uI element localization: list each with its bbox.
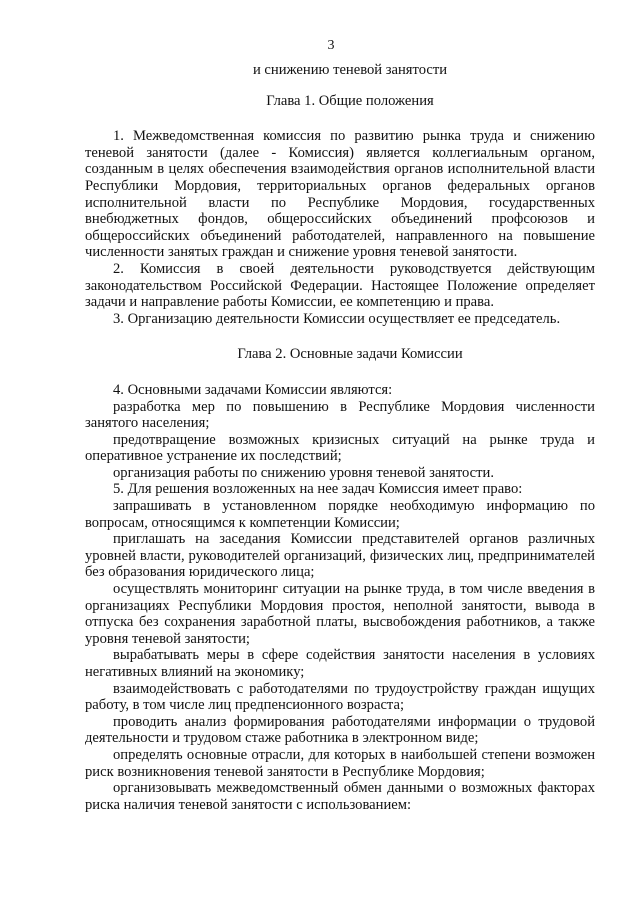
task-item-1: разработка мер по повышению в Республике Мордовия численности занятого населения; <box>85 398 595 432</box>
paragraph-3: 3. Организацию деятельности Комиссии осуществляет ее председатель. <box>113 310 561 327</box>
right-item-8: организовывать межведомственный обмен данными о возможных факторах риска наличия теневой занятости с использованием: <box>85 780 595 813</box>
document-body <box>85 62 595 813</box>
title-continuation: и снижению теневой занятости <box>252 62 448 78</box>
paragraph-2: 2. Комиссия в своей деятельности руководствуется действующим законодательством Российской Федерации. Настоящее Положение определяет задачи и направление работы Комиссии, ее компетенцию и права. <box>85 260 595 311</box>
page-number: 3 <box>327 38 335 53</box>
rights-intro: 5. Для решения возложенных на нее задач Комиссия имеет право: <box>113 481 523 498</box>
right-item-6: проводить анализ формирования работодателями информации о трудовой деятельности и трудовом стаже работника в электронном виде; <box>85 713 595 747</box>
chapter-1-heading: Глава 1. Общие положения <box>266 92 434 109</box>
task-item-2: предотвращение возможных кризисных ситуаций на рынке труда и оперативное устранение их последствий; <box>85 431 595 465</box>
right-item-7: определять основные отрасли, для которых в наибольшей степени возможен риск возникновения теневой занятости в Республике Мордовия; <box>85 746 595 780</box>
paragraph-1: 1. Межведомственная комиссия по развитию рынка труда и снижению теневой занятости (далее - Комиссия) является коллегиальным органом, созданным в целях обеспечения взаимодействия органов исполнительной власти Республики Мордовия, территориальных органов федеральных органов исполнительной власти по Республике Мордовия, государственных внебюджетных фондов, общероссийских объединений профсоюзов и общероссийских объединений работодателей, направленного на повышение численности занятых граждан и снижение уровня теневой занятости. <box>85 128 595 261</box>
tasks-intro: 4. Основными задачами Комиссии являются: <box>113 381 393 398</box>
right-item-1: запрашивать в установленном порядке необходимую информацию по вопросам, относящимся к компетенции Комиссии; <box>85 498 595 531</box>
chapter-2-heading: Глава 2. Основные задачи Комиссии <box>237 346 463 363</box>
task-item-3: организация работы по снижению уровня теневой занятости. <box>113 464 494 481</box>
right-item-4: вырабатывать меры в сфере содействия занятости населения в условиях негативных влияний на экономику; <box>85 647 595 680</box>
right-item-2: приглашать на заседания Комиссии представителей органов различных уровней власти, руководителей организаций, физических лиц, предпринимателей без образования юридического лица; <box>85 531 595 581</box>
right-item-3: осуществлять мониторинг ситуации на рынке труда, в том числе введения в организациях Республики Мордовия простоя, неполной занятости, вывода в отпуска без сохранения заработной платы, высвобождения работников, а также уровня теневой занятости; <box>85 581 595 647</box>
right-item-5: взаимодействовать с работодателями по трудоустройству граждан ищущих работу, в том числе лиц предпенсионного возраста; <box>85 680 595 714</box>
